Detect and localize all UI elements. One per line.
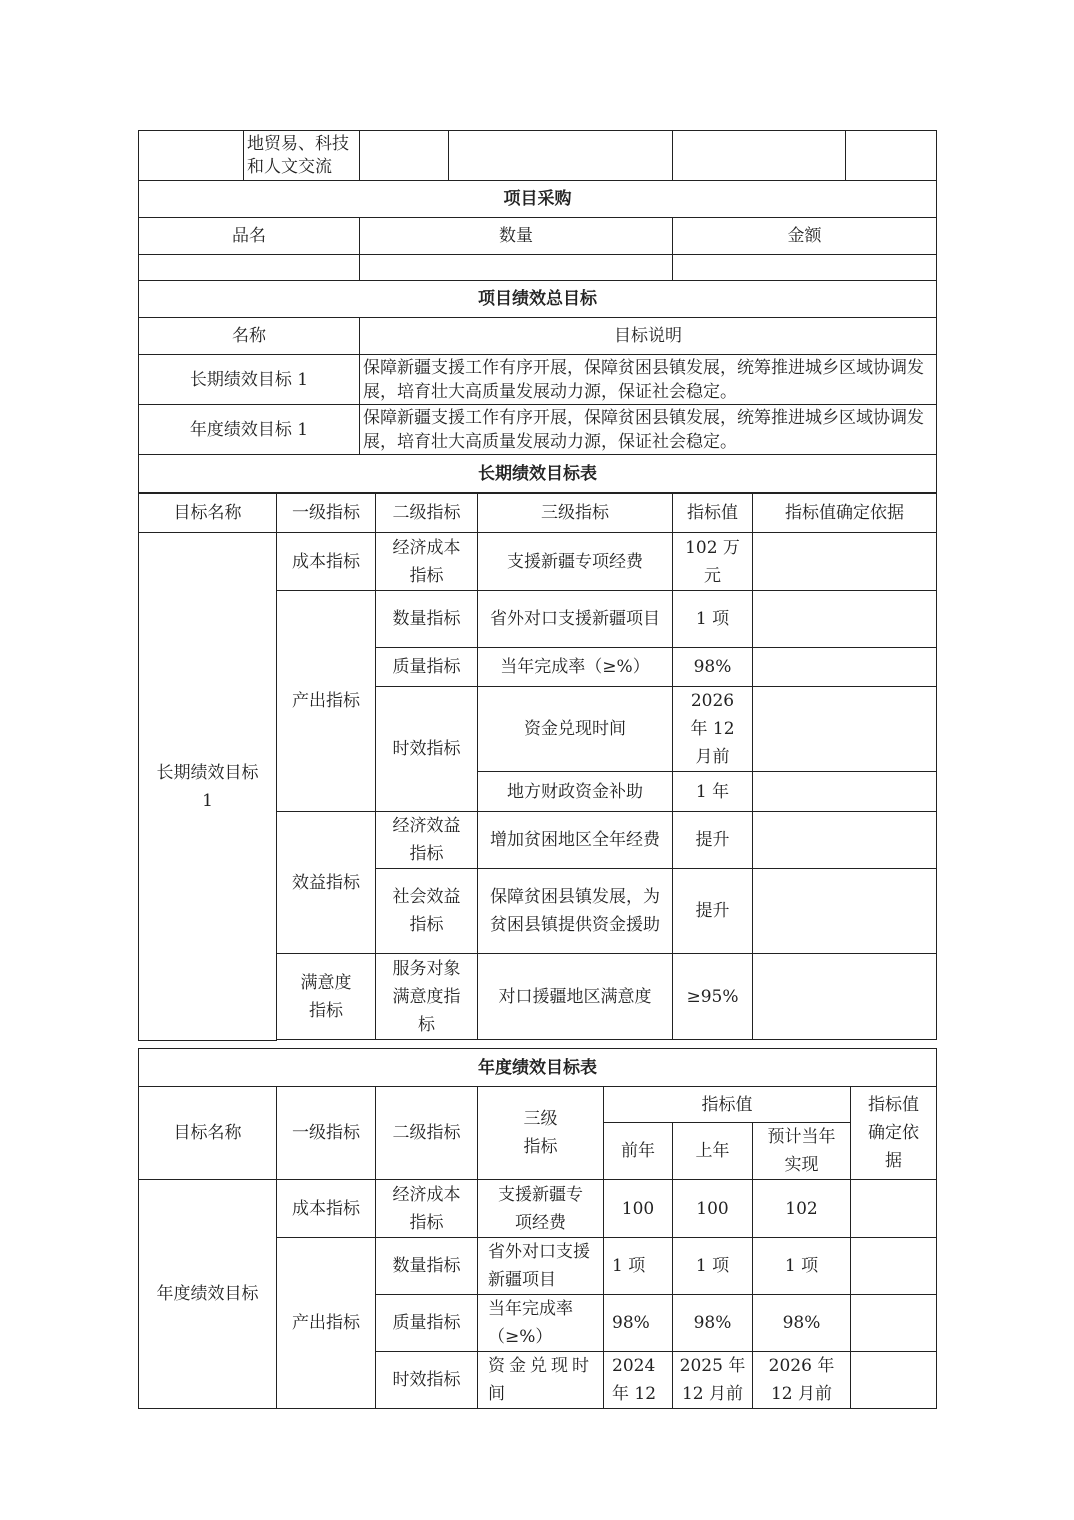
table-row	[139, 533, 937, 591]
level3: 地方财政资金补助	[478, 772, 673, 812]
goal-description: 保障新疆支援工作有序开展，保障贫困县镇发展，统筹推进城乡区域协调发展，培育壮大高质量发展动力源，保证社会稳定。	[360, 355, 937, 405]
header-basis: 指标值确定依据	[851, 1087, 937, 1180]
header-description: 目标说明	[360, 318, 937, 355]
header-value: 指标值	[673, 494, 753, 533]
procurement-header-row	[139, 218, 937, 255]
level3: 支援新疆专项经费	[478, 1180, 604, 1238]
level2: 质量指标	[376, 1295, 478, 1352]
summary-table	[138, 130, 937, 493]
level1-output: 产出指标	[277, 1238, 376, 1409]
prev2-value: 2024 年 12	[604, 1352, 673, 1409]
level2: 经济成本指标	[376, 533, 478, 591]
level2: 时效指标	[376, 1352, 478, 1409]
level3: 省外对口支援新疆项目	[478, 591, 673, 648]
header-amount: 金额	[673, 218, 937, 255]
annual-table-title: 年度绩效目标表	[139, 1049, 937, 1087]
level3: 当年完成率（≥%）	[478, 1295, 604, 1352]
value: 1 项	[673, 591, 753, 648]
value: 102 万元	[673, 533, 753, 591]
carryover-row	[139, 131, 937, 181]
level1-cost: 成本指标	[277, 533, 376, 591]
goal-description: 保障新疆支援工作有序开展，保障贫困县镇发展，统筹推进城乡区域协调发展，培育壮大高质量发展动力源，保证社会稳定。	[360, 405, 937, 455]
level3: 支援新疆专项经费	[478, 533, 673, 591]
header-value-group: 指标值	[604, 1087, 851, 1123]
value: 提升	[673, 812, 753, 869]
prev2-value: 1 项	[604, 1238, 673, 1295]
level3: 省外对口支援新疆项目	[478, 1238, 604, 1295]
level3: 保障贫困县镇发展，为贫困县镇提供资金援助	[478, 869, 673, 954]
header-prev2: 前年	[604, 1123, 673, 1180]
current-value: 1 项	[753, 1238, 851, 1295]
level1-cost: 成本指标	[277, 1180, 376, 1238]
value: 1 年	[673, 772, 753, 812]
prev1-value: 100	[673, 1180, 753, 1238]
procurement-empty-row	[139, 255, 937, 281]
overall-goal-row	[139, 405, 937, 455]
header-level2: 二级指标	[376, 1087, 478, 1180]
overall-goal-row	[139, 355, 937, 405]
annual-goal-name: 年度绩效目标	[139, 1180, 277, 1409]
header-goal-name: 目标名称	[139, 494, 277, 533]
carryover-text: 地贸易、科技和人文交流	[244, 131, 360, 181]
prev1-value: 1 项	[673, 1238, 753, 1295]
level2: 时效指标	[376, 687, 478, 812]
header-prev1: 上年	[673, 1123, 753, 1180]
annual-header-row	[139, 1087, 937, 1123]
header-item-name: 品名	[139, 218, 360, 255]
value: ≥95%	[673, 954, 753, 1040]
current-value: 2026 年 12 月前	[753, 1352, 851, 1409]
current-value: 102	[753, 1180, 851, 1238]
value: 2026 年 12 月前	[673, 687, 753, 772]
prev1-value: 2025 年 12 月前	[673, 1352, 753, 1409]
goal-name: 年度绩效目标 1	[139, 405, 360, 455]
prev2-value: 100	[604, 1180, 673, 1238]
header-current: 预计当年实现	[753, 1123, 851, 1180]
level3: 资金兑现时间	[478, 687, 673, 772]
header-level3: 三级指标	[478, 1087, 604, 1180]
header-level3: 三级指标	[478, 494, 673, 533]
long-term-goals-table	[138, 493, 937, 1041]
level1-output: 产出指标	[277, 591, 376, 812]
prev1-value: 98%	[673, 1295, 753, 1352]
header-name: 名称	[139, 318, 360, 355]
level2: 数量指标	[376, 1238, 478, 1295]
overall-goals-title: 项目绩效总目标	[139, 281, 937, 318]
table-row	[139, 1180, 937, 1238]
level2: 社会效益指标	[376, 869, 478, 954]
procurement-title: 项目采购	[139, 181, 937, 218]
level2: 质量指标	[376, 648, 478, 687]
level1-satisfaction: 满意度指标	[277, 954, 376, 1040]
prev2-value: 98%	[604, 1295, 673, 1352]
long-term-goal-name: 长期绩效目标 1	[139, 533, 277, 1041]
header-basis: 指标值确定依据	[753, 494, 937, 533]
level1-benefit: 效益指标	[277, 812, 376, 954]
level3: 资金兑现时间	[478, 1352, 604, 1409]
header-quantity: 数量	[360, 218, 673, 255]
goal-name: 长期绩效目标 1	[139, 355, 360, 405]
level2: 经济效益指标	[376, 812, 478, 869]
header-level1: 一级指标	[277, 1087, 376, 1180]
current-value: 98%	[753, 1295, 851, 1352]
level2: 服务对象满意度指标	[376, 954, 478, 1040]
value: 98%	[673, 648, 753, 687]
annual-goals-table	[138, 1048, 937, 1409]
header-goal-name: 目标名称	[139, 1087, 277, 1180]
header-level2: 二级指标	[376, 494, 478, 533]
level3: 增加贫困地区全年经费	[478, 812, 673, 869]
level2: 经济成本指标	[376, 1180, 478, 1238]
value: 提升	[673, 869, 753, 954]
level3: 对口援疆地区满意度	[478, 954, 673, 1040]
level2: 数量指标	[376, 591, 478, 648]
long-term-header-row	[139, 494, 937, 533]
level3: 当年完成率（≥%）	[478, 648, 673, 687]
header-level1: 一级指标	[277, 494, 376, 533]
overall-goals-header-row	[139, 318, 937, 355]
long-term-table-title: 长期绩效目标表	[139, 455, 937, 493]
